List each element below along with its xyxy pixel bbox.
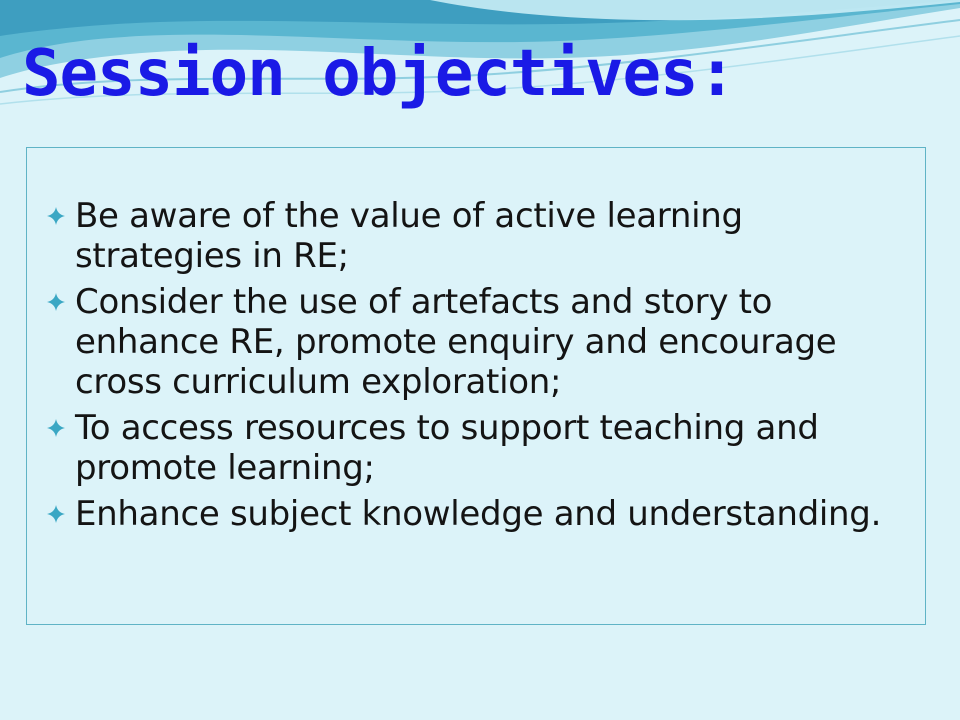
page-title: Session objectives: xyxy=(22,37,736,111)
list-item xyxy=(47,196,895,276)
objectives-list xyxy=(47,196,895,534)
list-item xyxy=(47,282,895,402)
list-item xyxy=(47,494,895,534)
diamond-bullet-icon xyxy=(47,408,69,448)
objective-text: To access resources to support teaching and promote learning; xyxy=(75,408,819,488)
diamond-bullet-icon xyxy=(47,196,69,236)
objective-text: Be aware of the value of active learning strategies in RE; xyxy=(75,196,743,276)
objective-text: Enhance subject knowledge and understanding. xyxy=(75,494,882,534)
diamond-bullet-icon xyxy=(47,494,69,534)
list-item xyxy=(47,408,895,488)
objectives-box xyxy=(26,147,926,625)
objective-text: Consider the use of artefacts and story to enhance RE, promote enquiry and encourage cross curriculum exploration; xyxy=(75,282,837,402)
diamond-bullet-icon xyxy=(47,282,69,322)
